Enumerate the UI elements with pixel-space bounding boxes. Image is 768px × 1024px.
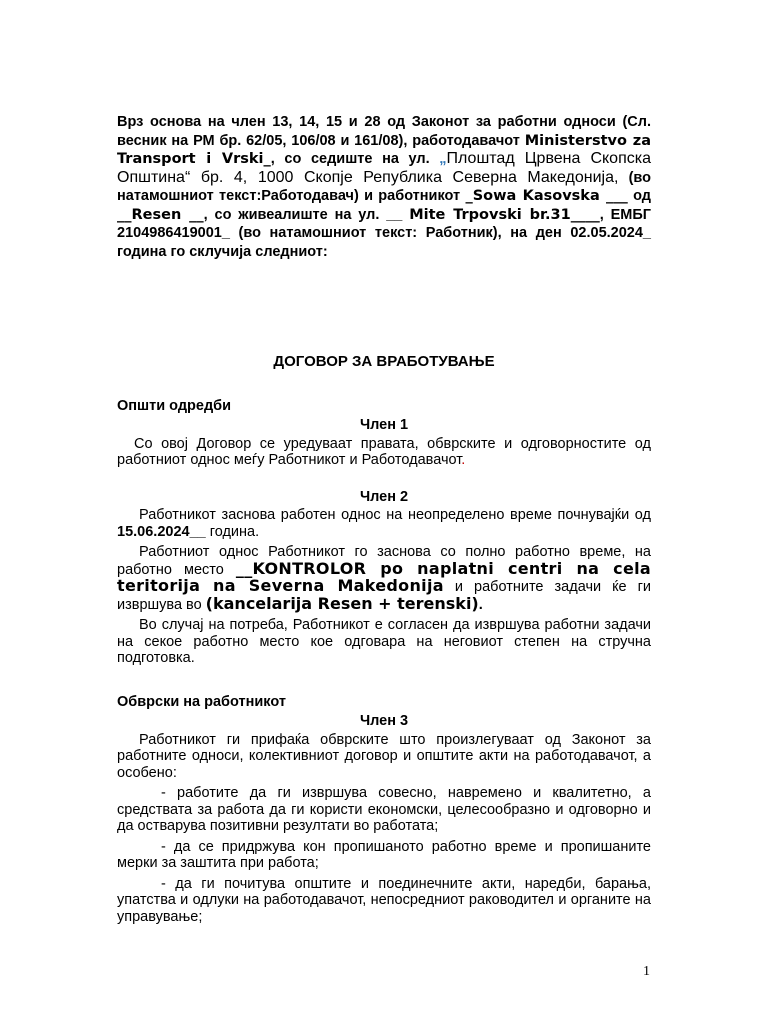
clause-2-p1-text: Работникот заснова работен однос на неопределено време почнувајќи од — [139, 507, 651, 523]
clause-2-p2-text: Работниот однос Работникот го заснова со полно работно време, на работно место — [117, 544, 651, 578]
employee-name: _Sowa Kasovska ___ — [465, 188, 628, 204]
clause-2-paragraph-3: Во случај на потреба, Работникот е согласен да извршува работни задачи на секое работно место кое одговара на неговиот степен на стручна подготовка. — [117, 617, 651, 666]
intro-text-2: , со седиште на ул. — [270, 151, 440, 167]
clause-1-body: Со овој Договор се уредуваат правата, обврските и одговорностите од работниот однос меѓу Работникот и Работодавачот — [117, 435, 651, 468]
clause-2-paragraph-2 — [117, 544, 651, 613]
employee-city: __Resen __ — [117, 206, 204, 223]
quote-mark: „ — [439, 151, 447, 167]
employer-name: Ministerstvo za Transport i Vrski_ — [117, 132, 651, 167]
intro-text-6: , ЕМБГ 2104986419001_ (во натамошниот текст: Работник), на ден 02.05.2024_ година го склучија следниот: — [117, 206, 652, 260]
intro-text-1: Врз основа на член 13, 14, 15 и 28 од Законот за работни односи (Сл. весник на РМ бр. 62/05, 106/08 и 161/08), работодавачот — [117, 114, 651, 149]
document-title: ДОГОВОР ЗА ВРАБОТУВАЊЕ — [273, 353, 495, 370]
clause-3-paragraph-1: Работникот ги прифаќа обврските што произлегуваат од Законот за работните односи, колективниот договор и општите акти на работодавачот, а особено: — [117, 731, 651, 781]
clause-1-text — [117, 436, 651, 469]
clause-2-p1-end: година. — [205, 523, 260, 540]
obligation-item-3: - да ги почитува општите и поединечните акти, наредби, барања, упатства и одлуки на работодавачот, непосредниот раководител и органите на управување; — [117, 875, 651, 925]
clause-2-paragraph-1 — [117, 507, 651, 540]
document-page — [117, 113, 651, 929]
clause-1-heading: Член 1 — [359, 417, 409, 433]
obligations-heading: Обврски на работникот — [117, 693, 286, 710]
intro-text-3: (во натамошниот текст:Работодавач) и работникот — [117, 169, 652, 204]
clause-2-p2-mid: и работните задачи ќе ги извршува во — [117, 579, 651, 613]
clause-2-p2-end: . — [478, 596, 483, 613]
general-provisions-heading: Општи одредби — [117, 397, 232, 414]
obligation-item-1: - работите да ги извршува совесно, навремено и квалитетно, а средствата за работа да ги користи економски, целесообразно и одговорно и да остварува позитивни резултати во работата; — [117, 785, 651, 834]
clause-1-dot: . — [461, 452, 466, 468]
obligations-section — [117, 694, 651, 926]
intro-paragraph — [117, 113, 651, 261]
employee-street: Mite Trpovski br.31____ — [409, 206, 600, 223]
general-provisions-section — [117, 398, 651, 667]
clause-3-heading: Член 3 — [359, 713, 409, 729]
page-number: 1 — [643, 964, 650, 979]
obligation-item-2: - да се придржува кон пропишаното работно време и пропишаните мерки за заштита при работа; — [117, 838, 651, 871]
job-position: __KONTROLOR po naplatni centri na cela teritorija na Severna Makedonija — [117, 558, 651, 595]
start-date: 15.06.2024__ — [117, 523, 206, 540]
employer-address: Плоштад Црвена Скопска Општина“ бр. 4, 1000 Скопје Република Северна Македонија, — [117, 150, 651, 186]
clause-2-heading: Член 2 — [359, 488, 409, 505]
work-location: (kancelarija Resen + terenski) — [205, 593, 479, 613]
intro-text-4: од — [627, 188, 651, 204]
intro-text-5: , со живеалиште на ул. __ — [203, 206, 403, 223]
